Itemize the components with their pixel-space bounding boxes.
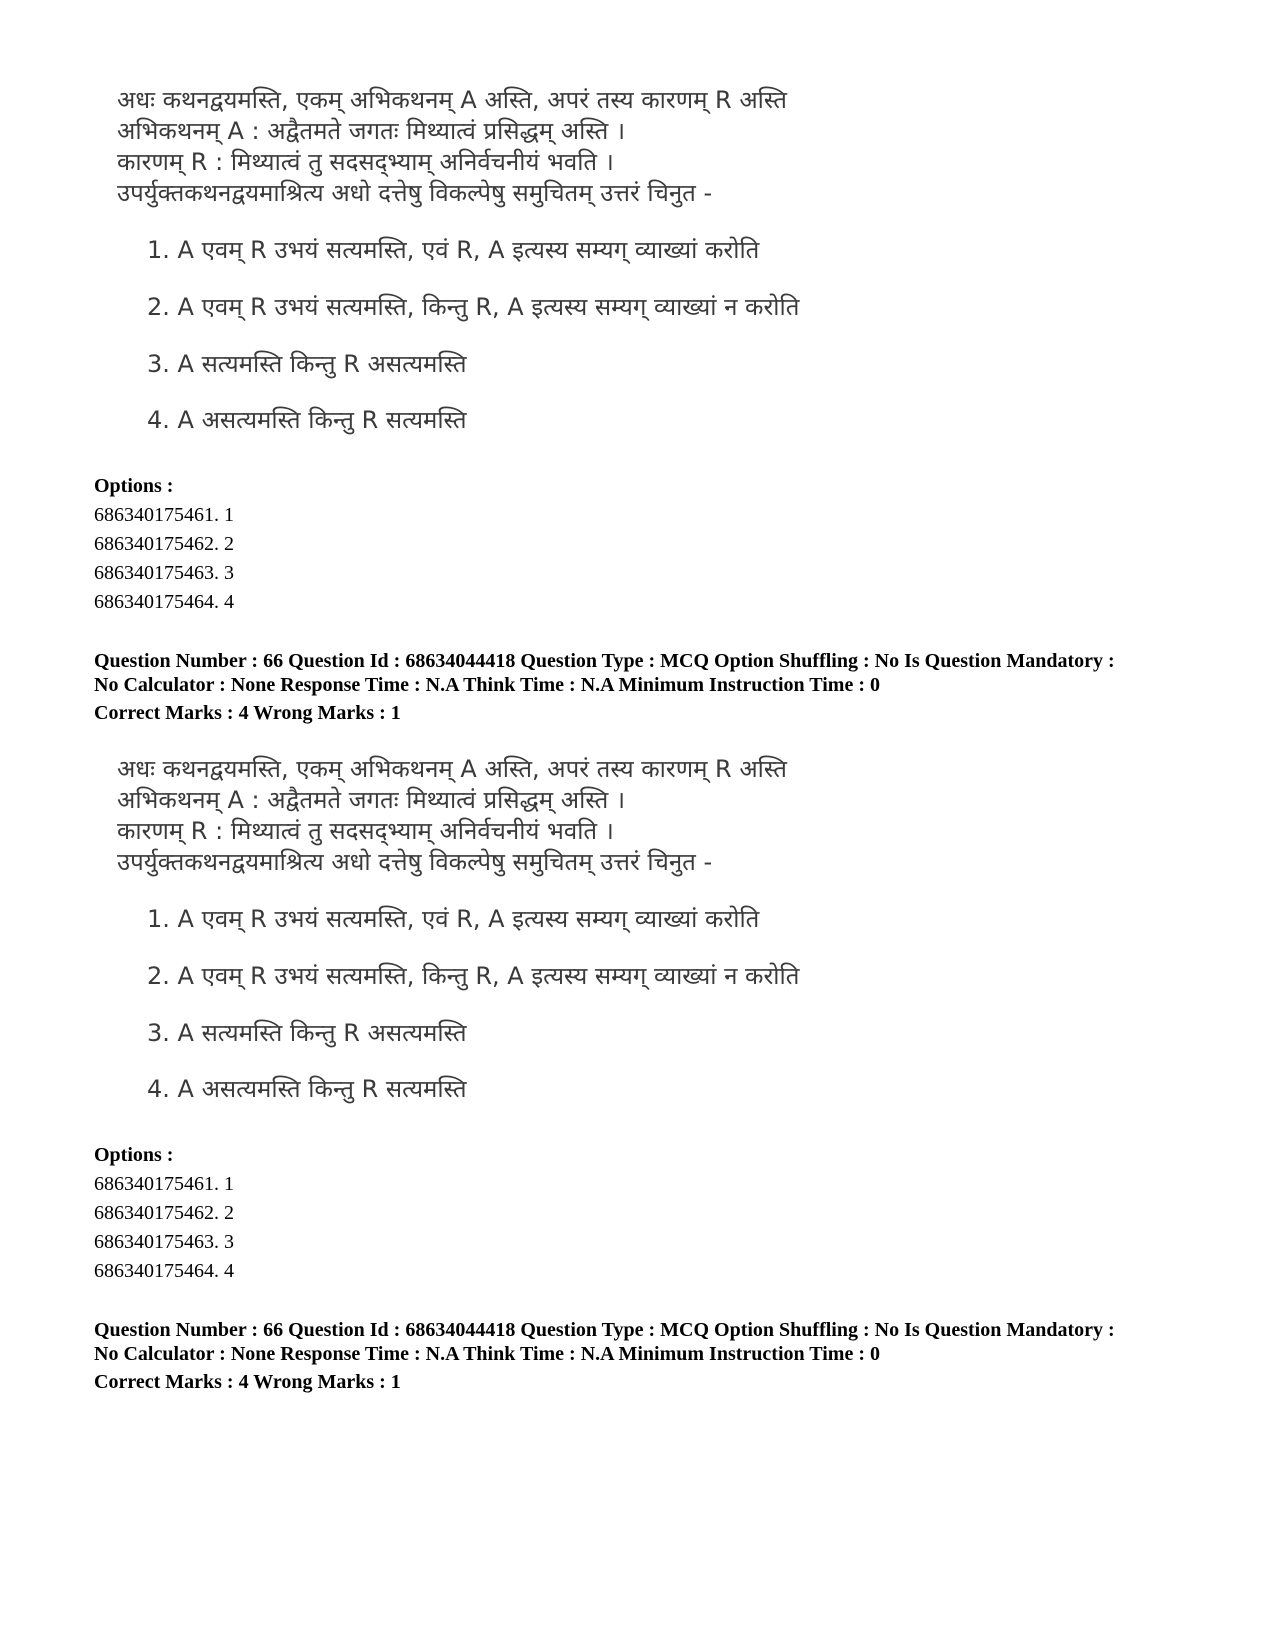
option-entry: 686340175463. 3 [94, 1231, 234, 1253]
statement-line: अभिकथनम् A : अद्वैतमते जगतः मिथ्यात्वं प्रसिद्धम् अस्ति । [117, 786, 626, 814]
statement-line: अभिकथनम् A : अद्वैतमते जगतः मिथ्यात्वं प्रसिद्धम् अस्ति । [117, 117, 626, 145]
option-entry: 686340175462. 2 [94, 533, 234, 555]
statement-line: उपर्युक्तकथनद्वयमाश्रित्य अधो दत्तेषु विकल्पेषु समुचितम् उत्तरं चिनुत - [117, 848, 713, 876]
choice-item: 4. A असत्यमस्ति किन्तु R सत्यमस्ति [147, 406, 467, 434]
choice-item: 1. A एवम् R उभयं सत्यमस्ति, एवं R, A इत्यस्य सम्यग् व्याख्यां करोति [147, 236, 760, 264]
option-entry: 686340175464. 4 [94, 1260, 234, 1282]
question-image-2 [117, 754, 837, 1103]
option-entry: 686340175462. 2 [94, 1202, 234, 1224]
option-entry: 686340175461. 1 [94, 1173, 234, 1195]
statement-line: अधः कथनद्वयमस्ति, एकम् अभिकथनम् A अस्ति, अपरं तस्य कारणम् R अस्ति [117, 755, 787, 783]
choice-item: 2. A एवम् R उभयं सत्यमस्ति, किन्तु R, A इत्यस्य सम्यग् व्याख्यां न करोति [147, 293, 800, 321]
options-list-1 [94, 472, 234, 617]
question-image-1 [117, 85, 837, 434]
question-header-line: Question Number : 66 Question Id : 68634044418 Question Type : MCQ Option Shuffling : No Is Question Mandatory : [94, 650, 1115, 672]
question-header-line: No Calculator : None Response Time : N.A Think Time : N.A Minimum Instruction Time : 0 [94, 674, 880, 696]
choice-item: 3. A सत्यमस्ति किन्तु R असत्यमस्ति [147, 350, 467, 378]
statement-line: उपर्युक्तकथनद्वयमाश्रित्य अधो दत्तेषु विकल्पेषु समुचितम् उत्तरं चिनुत - [117, 179, 713, 207]
options-list-2 [94, 1141, 234, 1286]
options-label: Options : [94, 475, 174, 497]
question-header-2 [94, 1318, 1244, 1366]
choice-item: 2. A एवम् R उभयं सत्यमस्ति, किन्तु R, A इत्यस्य सम्यग् व्याख्यां न करोति [147, 962, 800, 990]
choice-item: 4. A असत्यमस्ति किन्तु R सत्यमस्ति [147, 1075, 467, 1103]
options-label: Options : [94, 1144, 174, 1166]
option-entry: 686340175463. 3 [94, 562, 234, 584]
statement-line: कारणम् R : मिथ्यात्वं तु सदसद्भ्याम् अनिर्वचनीयं भवति । [117, 817, 614, 845]
marks-line-1: Correct Marks : 4 Wrong Marks : 1 [94, 702, 401, 724]
statement-line: अधः कथनद्वयमस्ति, एकम् अभिकथनम् A अस्ति, अपरं तस्य कारणम् R अस्ति [117, 86, 787, 114]
question-header-line: No Calculator : None Response Time : N.A Think Time : N.A Minimum Instruction Time : 0 [94, 1343, 880, 1365]
option-entry: 686340175464. 4 [94, 591, 234, 613]
option-entry: 686340175461. 1 [94, 504, 234, 526]
choice-item: 3. A सत्यमस्ति किन्तु R असत्यमस्ति [147, 1019, 467, 1047]
question-header-line: Question Number : 66 Question Id : 68634044418 Question Type : MCQ Option Shuffling : No Is Question Mandatory : [94, 1319, 1115, 1341]
marks-line-2: Correct Marks : 4 Wrong Marks : 1 [94, 1371, 401, 1393]
question-header-1 [94, 649, 1244, 697]
choice-item: 1. A एवम् R उभयं सत्यमस्ति, एवं R, A इत्यस्य सम्यग् व्याख्यां करोति [147, 905, 760, 933]
statement-line: कारणम् R : मिथ्यात्वं तु सदसद्भ्याम् अनिर्वचनीयं भवति । [117, 148, 614, 176]
